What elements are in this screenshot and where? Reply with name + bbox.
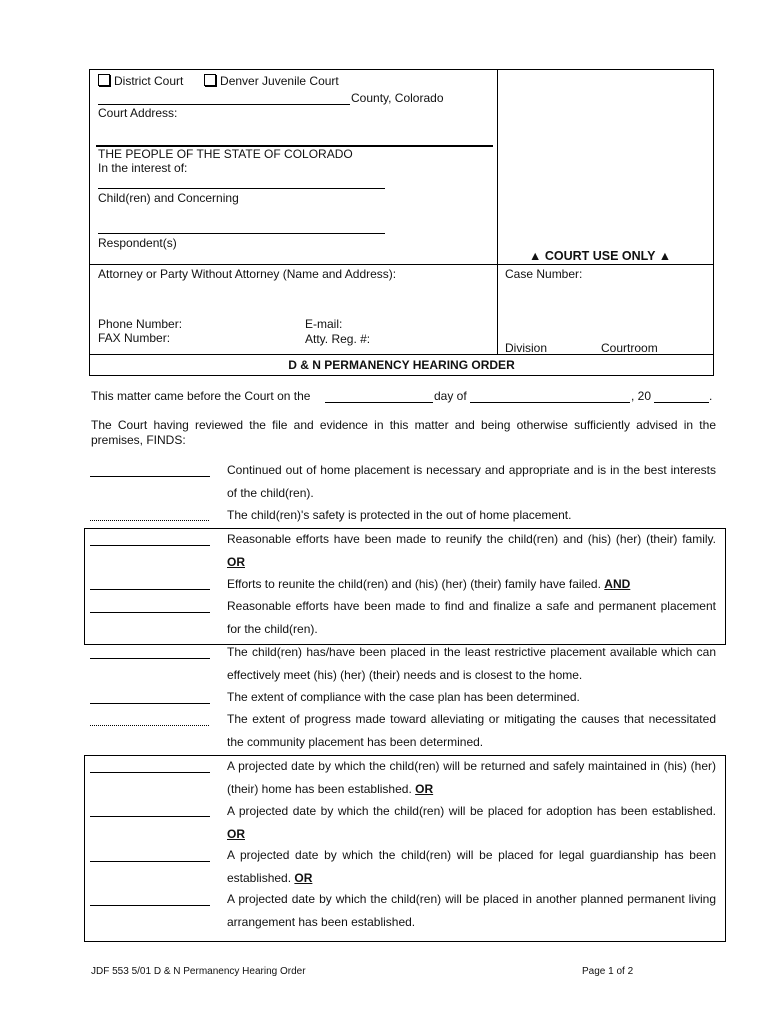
finding-item <box>227 800 716 845</box>
hearing-intro: This matter came before the Court on the <box>91 389 311 403</box>
court-use-only-label: ▲ COURT USE ONLY ▲ <box>529 249 672 263</box>
fax-label: FAX Number: <box>98 331 171 345</box>
finding-conjunction: OR <box>415 781 434 796</box>
finding-item <box>227 573 716 596</box>
finding-text: Reasonable efforts have been made to find and finalize a safe and permanent placement for the child(ren). <box>227 599 716 636</box>
finding-text: A projected date by which the child(ren) will be placed for adoption has been established. <box>227 804 716 818</box>
finding-blank[interactable] <box>90 861 210 862</box>
finding-conjunction: OR <box>294 870 313 885</box>
hearing-day-blank[interactable] <box>325 402 433 403</box>
finding-blank[interactable] <box>90 905 210 906</box>
people-label: THE PEOPLE OF THE STATE OF COLORADO <box>98 147 353 161</box>
hearing-month-blank[interactable] <box>470 402 630 403</box>
hearing-date-text <box>91 389 310 404</box>
finding-conjunction: OR <box>227 554 245 569</box>
hearing-year-blank[interactable] <box>654 402 709 403</box>
district-court-checkbox[interactable] <box>98 74 110 86</box>
case-number-label: Case Number: <box>505 267 583 281</box>
finding-text: The extent of progress made toward alleviating or mitigating the causes that necessitated the community placement has been determined. <box>227 712 716 749</box>
email-label: E-mail: <box>305 317 343 331</box>
finding-text: A projected date by which the child(ren) will be returned and safely maintained in (his) (her) (their) home has been established. <box>227 759 716 796</box>
denver-juvenile-court-checkbox[interactable] <box>204 74 216 86</box>
interest-label: In the interest of: <box>98 161 188 175</box>
finding-item <box>227 755 716 800</box>
finding-item <box>227 504 716 527</box>
finding-blank[interactable] <box>90 658 210 659</box>
finding-text: Reasonable efforts have been made to reunify the child(ren) and (his) (her) (their) family. <box>227 532 716 546</box>
finding-item <box>227 686 716 709</box>
finding-item <box>227 888 716 933</box>
county-blank[interactable] <box>98 104 350 105</box>
finding-text: Continued out of home placement is necessary and appropriate and is in the best interests of the child(ren). <box>227 463 716 500</box>
denver-juvenile-court-label: Denver Juvenile Court <box>220 74 339 88</box>
form-title: D & N PERMANENCY HEARING ORDER <box>288 358 515 372</box>
finding-conjunction: AND <box>604 577 631 591</box>
year-prefix-label: , 20 <box>631 389 652 403</box>
finding-conjunction: OR <box>227 826 245 841</box>
finding-text: Efforts to reunite the child(ren) and (his) (her) (their) family have failed. <box>227 577 601 591</box>
day-of-label: day of <box>434 389 467 403</box>
finding-item <box>227 595 716 640</box>
finding-item <box>227 641 716 686</box>
child-name-blank[interactable] <box>98 188 385 189</box>
finding-blank[interactable] <box>90 545 210 546</box>
finding-blank[interactable] <box>90 703 210 704</box>
finding-item <box>227 844 716 889</box>
page-number: Page 1 of 2 <box>582 966 634 977</box>
finding-blank[interactable] <box>90 612 210 613</box>
finding-text: A projected date by which the child(ren) will be placed in another planned permanent living arrangement has been established. <box>227 892 716 929</box>
finding-text: The child(ren) has/have been placed in the least restrictive placement available which can effectively meet (his) (her) (their) needs and is closest to the home. <box>227 645 716 682</box>
division-label: Division <box>505 341 548 355</box>
finding-text: A projected date by which the child(ren) will be placed for legal guardianship has been established. <box>227 848 716 885</box>
attorney-label: Attorney or Party Without Attorney (Name and Address): <box>98 267 397 281</box>
children-label: Child(ren) and Concerning <box>98 191 239 205</box>
finding-blank[interactable] <box>90 589 210 590</box>
phone-label: Phone Number: <box>98 317 183 331</box>
finding-text: The extent of compliance with the case plan has been determined. <box>227 690 580 704</box>
courtroom-label: Courtroom <box>601 341 658 355</box>
finding-text: The child(ren)'s safety is protected in the out of home placement. <box>227 508 572 522</box>
court-type-options <box>98 74 339 89</box>
finding-blank[interactable] <box>90 772 210 773</box>
finding-blank[interactable] <box>90 725 210 726</box>
court-address-label: Court Address: <box>98 106 178 120</box>
finding-blank[interactable] <box>90 816 210 817</box>
respondent-name-blank[interactable] <box>98 233 385 234</box>
form-identifier: JDF 553 5/01 D & N Permanency Hearing Order <box>91 966 306 977</box>
county-label: County, Colorado <box>351 91 444 105</box>
district-court-label: District Court <box>114 74 184 88</box>
finding-item <box>227 459 716 504</box>
period-label: . <box>709 389 713 403</box>
atty-reg-label: Atty. Reg. #: <box>305 332 371 346</box>
respondents-label: Respondent(s) <box>98 236 177 250</box>
finding-blank[interactable] <box>90 476 210 477</box>
court-findings-intro: The Court having reviewed the file and evidence in this matter and being otherwise sufficiently advised in the premises, FINDS: <box>91 418 716 447</box>
finding-item <box>227 528 716 573</box>
finding-blank[interactable] <box>90 520 210 521</box>
finding-item <box>227 708 716 753</box>
